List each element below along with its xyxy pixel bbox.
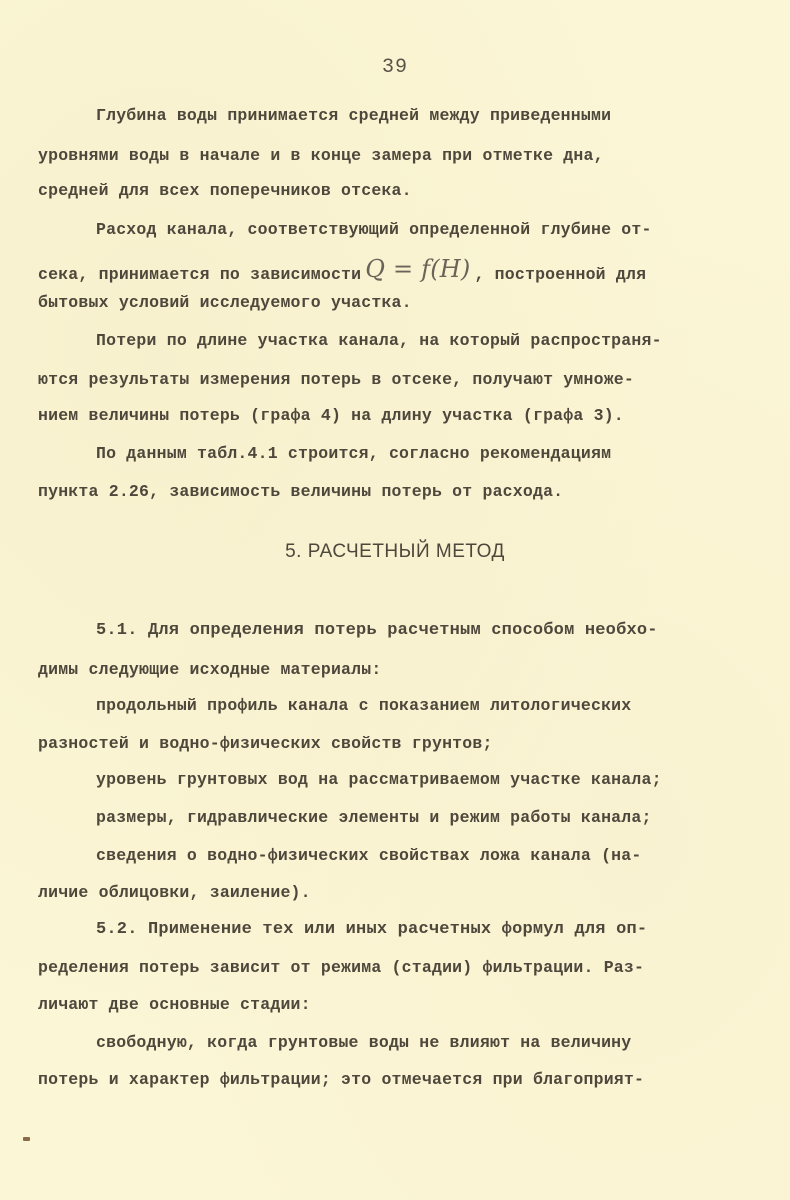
paragraph-2-line-3: бытовых условий исследуемого участка. <box>38 293 412 312</box>
paragraph-1-line-3: средней для всех поперечников отсека. <box>38 181 412 200</box>
paragraph-1-line-2: уровнями воды в начале и в конце замера при отметке дна, <box>38 146 604 165</box>
formula-q-f-h: Q = f(H) <box>365 255 471 283</box>
list-item-profile-line-1: продольный профиль канала с показанием литологических <box>96 696 632 715</box>
paragraph-1-line-1: Глубина воды принимается средней между приведенными <box>96 106 612 125</box>
paragraph-2-line-1: Расход канала, соответствующий определенной глубине от- <box>96 220 652 239</box>
paragraph-3-line-1: Потери по длине участка канала, на который распространя- <box>96 331 662 350</box>
list-item-bed-properties-line-1: сведения о водно-физических свойствах ложа канала (на- <box>96 846 642 865</box>
section-heading: 5. РАСЧЕТНЫЙ МЕТОД <box>285 541 505 562</box>
paragraph-4-line-1: По данным табл.4.1 строится, согласно рекомендациям <box>96 444 612 463</box>
list-item-bed-properties-line-2: личие облицовки, заиление). <box>38 883 311 902</box>
paragraph-2-line-2-tail: , построенной для <box>474 265 647 284</box>
list-item-free-stage-line-1: свободную, когда грунтовые воды не влияют на величину <box>96 1033 632 1052</box>
list-item-dimensions: размеры, гидравлические элементы и режим работы канала; <box>96 808 652 827</box>
item-5-1-line-1: 5.1. Для определения потерь расчетным способом необхо- <box>96 621 658 640</box>
paragraph-3-line-3: нием величины потерь (графа 4) на длину участка (графа 3). <box>38 406 624 425</box>
item-5-2-line-1: 5.2. Применение тех или иных расчетных формул для оп- <box>96 920 648 939</box>
list-item-profile-line-2: разностей и водно-физических свойств грунтов; <box>38 734 493 753</box>
page-number: 39 <box>381 56 408 79</box>
item-5-1-line-2: димы следующие исходные материалы: <box>38 660 382 679</box>
list-item-free-stage-line-2: потерь и характер фильтрации; это отмечается при благоприят- <box>38 1070 645 1089</box>
item-5-2-line-3: личают две основные стадии: <box>38 995 311 1014</box>
item-5-2-line-2: ределения потерь зависит от режима (стадии) фильтрации. Раз- <box>38 958 645 977</box>
paragraph-4-line-2: пункта 2.26, зависимость величины потерь от расхода. <box>38 482 564 501</box>
list-item-groundwater: уровень грунтовых вод на рассматриваемом участке канала; <box>96 770 662 789</box>
paragraph-2-line-2 <box>38 257 646 285</box>
paragraph-3-line-2: ются результаты измерения потерь в отсеке, получают умноже- <box>38 370 634 389</box>
paragraph-2-line-2-text: сека, принимается по зависимости <box>38 265 362 284</box>
ink-spot <box>23 1137 30 1141</box>
